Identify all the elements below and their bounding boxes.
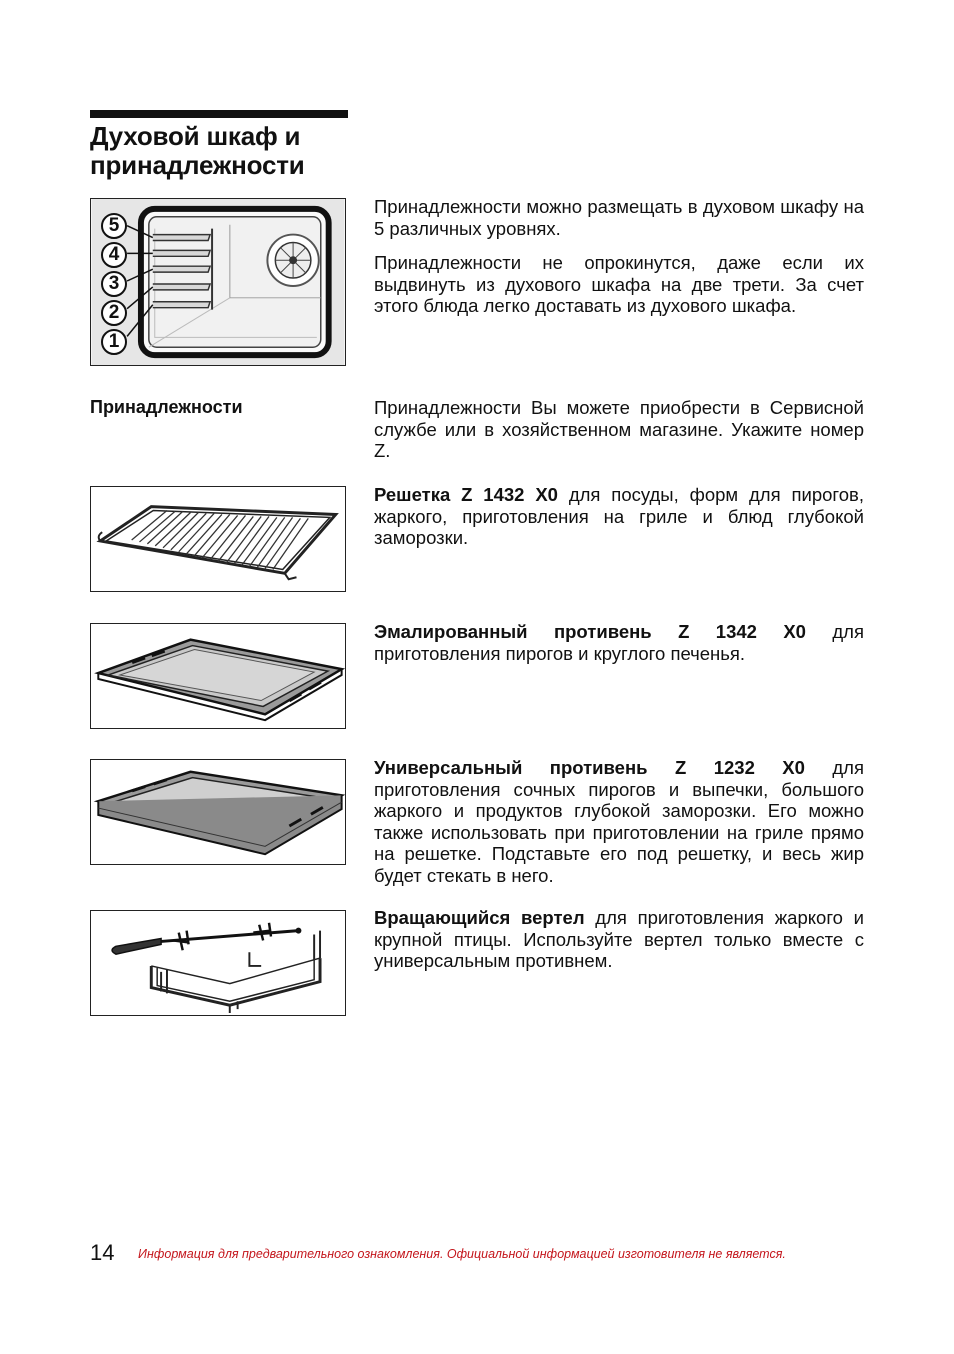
enamel-tray-description [374,621,864,664]
intro-paragraph-1: Принадлежности можно размещать в духовом шкафу на 5 различных уровнях. [374,196,864,239]
oven-level-1: 1 [101,329,127,355]
oven-level-labels [101,213,129,355]
universal-pan-text: для приготовления сочных пирогов и выпечки, большого жаркого и продуктов глубокой заморозки. Его можно также использовать при приготовлении на гриле прямо на решетке. Подставьте его под решетку, и весь жир будет стекать в него. [374,757,864,886]
rotisserie-figure [90,910,346,1016]
universal-pan-figure [90,759,346,865]
page-title-line-1: Духовой шкаф и [90,121,301,151]
page-title-line-2: принадлежности [90,150,305,180]
oven-levels-figure [90,198,346,366]
accessories-intro: Принадлежности Вы можете приобрести в Сервисной службе или в хозяйственном магазине. Укажите номер Z. [374,397,864,462]
rotisserie-text: для приготовления жаркого и крупной птицы. Используйте вертел только вместе с универсальным противнем. [374,907,864,972]
enamel-tray-illustration [91,624,345,728]
rotisserie-description [374,907,864,972]
universal-pan-description [374,757,864,887]
rotisserie-name: Вращающийся вертел [374,907,585,928]
oven-level-2: 2 [101,300,127,326]
footer-disclaimer: Информация для предварительного ознакомления. Официальной информацией изготовителя не является. [138,1247,786,1261]
wire-rack-name: Решетка Z 1432 X0 [374,484,558,505]
universal-pan-name: Универсальный противень Z 1232 X0 [374,757,805,778]
rotisserie-illustration [91,911,345,1015]
universal-pan-illustration [91,760,345,864]
wire-rack-description [374,484,864,549]
enamel-tray-name: Эмалированный противень Z 1342 X0 [374,621,806,642]
wire-rack-figure [90,486,346,592]
wire-rack-illustration [91,487,345,591]
page-title [90,122,390,180]
page-number: 14 [90,1240,115,1265]
heading-rule [90,110,348,118]
intro-paragraph-2: Принадлежности не опрокинутся, даже если их выдвинуть из духового шкафа на две трети. За счет этого блюда легко доставать из духового шкафа. [374,252,864,317]
oven-level-4: 4 [101,242,127,268]
oven-levels-illustration [91,199,345,365]
enamel-tray-figure [90,623,346,729]
oven-level-5: 5 [101,213,127,239]
enamel-tray-text: для приготовления пирогов и круглого печенья. [374,621,864,664]
accessories-heading: Принадлежности [90,397,243,417]
oven-level-3: 3 [101,271,127,297]
wire-rack-text: для посуды, форм для пирогов, жаркого, приготовления на гриле и блюд глубокой заморозки. [374,484,864,549]
